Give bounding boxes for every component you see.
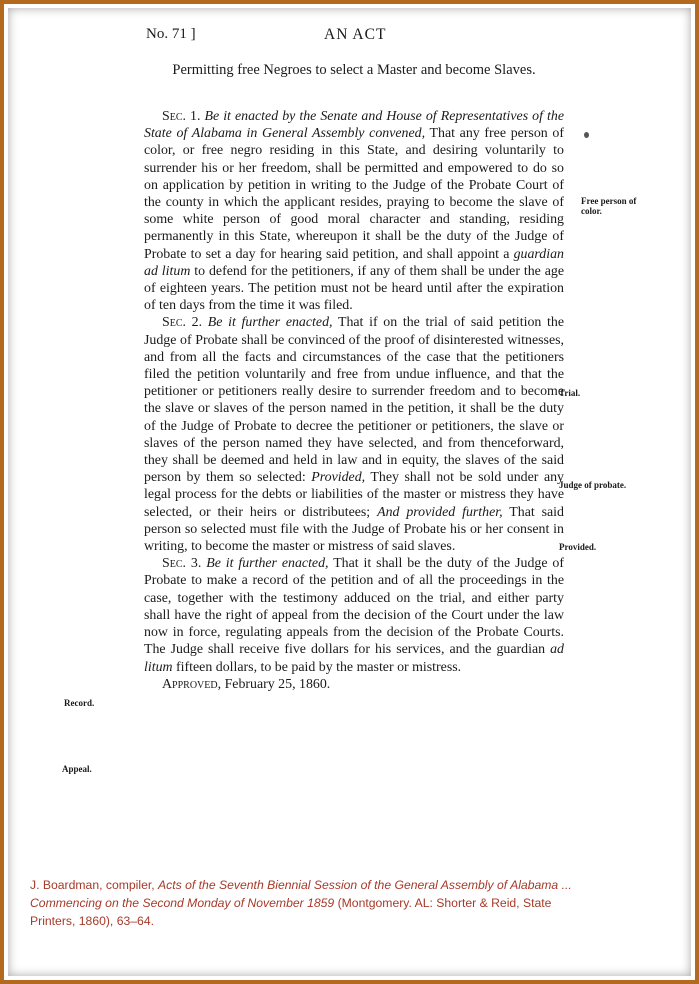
section-1-text-a: That any free person of color, or free negro residing in this State, and desiring voluntarily to surrender his or her freedom, shall be permitted and empowered to do so on application by petition in writing to the Judge of the Probate Court of the county in which the applicant resides, praying to become the slave of some white person of good moral character and standing, residing permanently in this State, whereupon it shall be the duty of the Judge of Probate to set a day for hearing said petition, and shall appoint a <box>144 126 564 262</box>
act-number: No. 71 ] <box>146 26 196 42</box>
section-1-enacting-clause: Be it enacted by the Senate and House of Representatives of the State of Alabama in General Assembly convened, <box>144 109 564 142</box>
margin-note-trial: Trial. <box>559 388 581 398</box>
margin-note-record: Record. <box>64 698 95 708</box>
act-body <box>144 108 564 693</box>
section-2-enacting-clause: Be it further enacted, <box>207 315 333 331</box>
margin-note-appeal: Appeal. <box>62 764 92 774</box>
act-title: Permitting free Negroes to select a Master and become Slaves. <box>172 62 536 78</box>
source-citation <box>30 876 590 930</box>
approved-label: Approved, <box>162 676 222 692</box>
section-2-provided-further: And provided further, <box>377 504 503 520</box>
citation-compiler: J. Boardman, compiler, <box>30 878 159 892</box>
document-page <box>24 24 684 864</box>
section-3-text-b: fifteen dollars, to be paid by the master or mistress. <box>176 659 462 675</box>
page-header <box>24 24 684 50</box>
section-1-text-b: to defend for the petitioners, if any of them shall be under the age of eighteen years. The petition must not be heard until after the expiration of ten days from the time it was filed. <box>144 263 564 314</box>
section-3-label: Sec. 3. <box>162 556 202 572</box>
section-2 <box>144 314 564 555</box>
section-3-enacting-clause: Be it further enacted, <box>206 556 329 572</box>
citation-publisher: (Montgomery. AL: Shorter & Reid, State Printers, 1860), 63–64. <box>30 896 552 928</box>
section-1-label: Sec. 1. <box>162 109 201 124</box>
citation-title: Acts of the Seventh Biennial Session of the General Assembly of Alabama ... Commencing on the Second Monday of November 1859 <box>30 878 572 910</box>
section-2-text-c: That said person so selected must file with the Judge of Probate his or her consent in writing, to become the master or mistress of said slaves. <box>144 504 564 555</box>
approval-line <box>144 676 564 693</box>
margin-note-free-person: Free person of color. <box>581 196 637 216</box>
section-2-text-a: That if on the trial of said petition the Judge of Probate shall be convinced of the proof of disinterested witnesses, and from all the facts and circumstances of the case that the petitioners filed the petition voluntarily and free from undue influence, and that the petitioner or petitioners really desire to surrender freedom and to become the slave or slaves of the person named in the petition, it shall be the duty of the Judge of Probate to decree the petitioner or petitioners, the slave or slaves of the person named they have selected, and from thenceforward, they shall be deemed and held in law and in equity, the slaves of the said person by them so selected: <box>144 315 564 486</box>
section-1-guardian: guardian ad litum <box>144 246 564 279</box>
section-2-text-b: They shall not be sold under any legal process for the debts or liabilities of the master or mistress they have selected, or their heirs or distributees; <box>144 470 564 520</box>
act-heading: AN ACT <box>324 26 387 43</box>
ink-spot-mark <box>584 132 589 138</box>
section-1 <box>144 108 564 314</box>
section-2-label: Sec. 2. <box>162 315 203 331</box>
section-3-text-a: That it shall be the duty of the Judge of Probate to make a record of the petition and of all the proceedings in the case, together with the testimony adduced on the trial, and either party shall have the right of appeal from the decision of the Court under the law now in force, regulating appeals from the decision of the Probate Courts. The Judge shall receive five dollars for his services, and the guardian <box>144 556 564 658</box>
margin-note-provided: Provided. <box>559 542 597 552</box>
section-3-guardian: ad litum <box>144 642 564 675</box>
margin-note-judge: Judge of probate. <box>559 480 627 490</box>
section-2-provided: Provided, <box>311 470 366 486</box>
approved-date: February 25, 1860. <box>224 676 331 692</box>
section-3 <box>144 555 564 675</box>
